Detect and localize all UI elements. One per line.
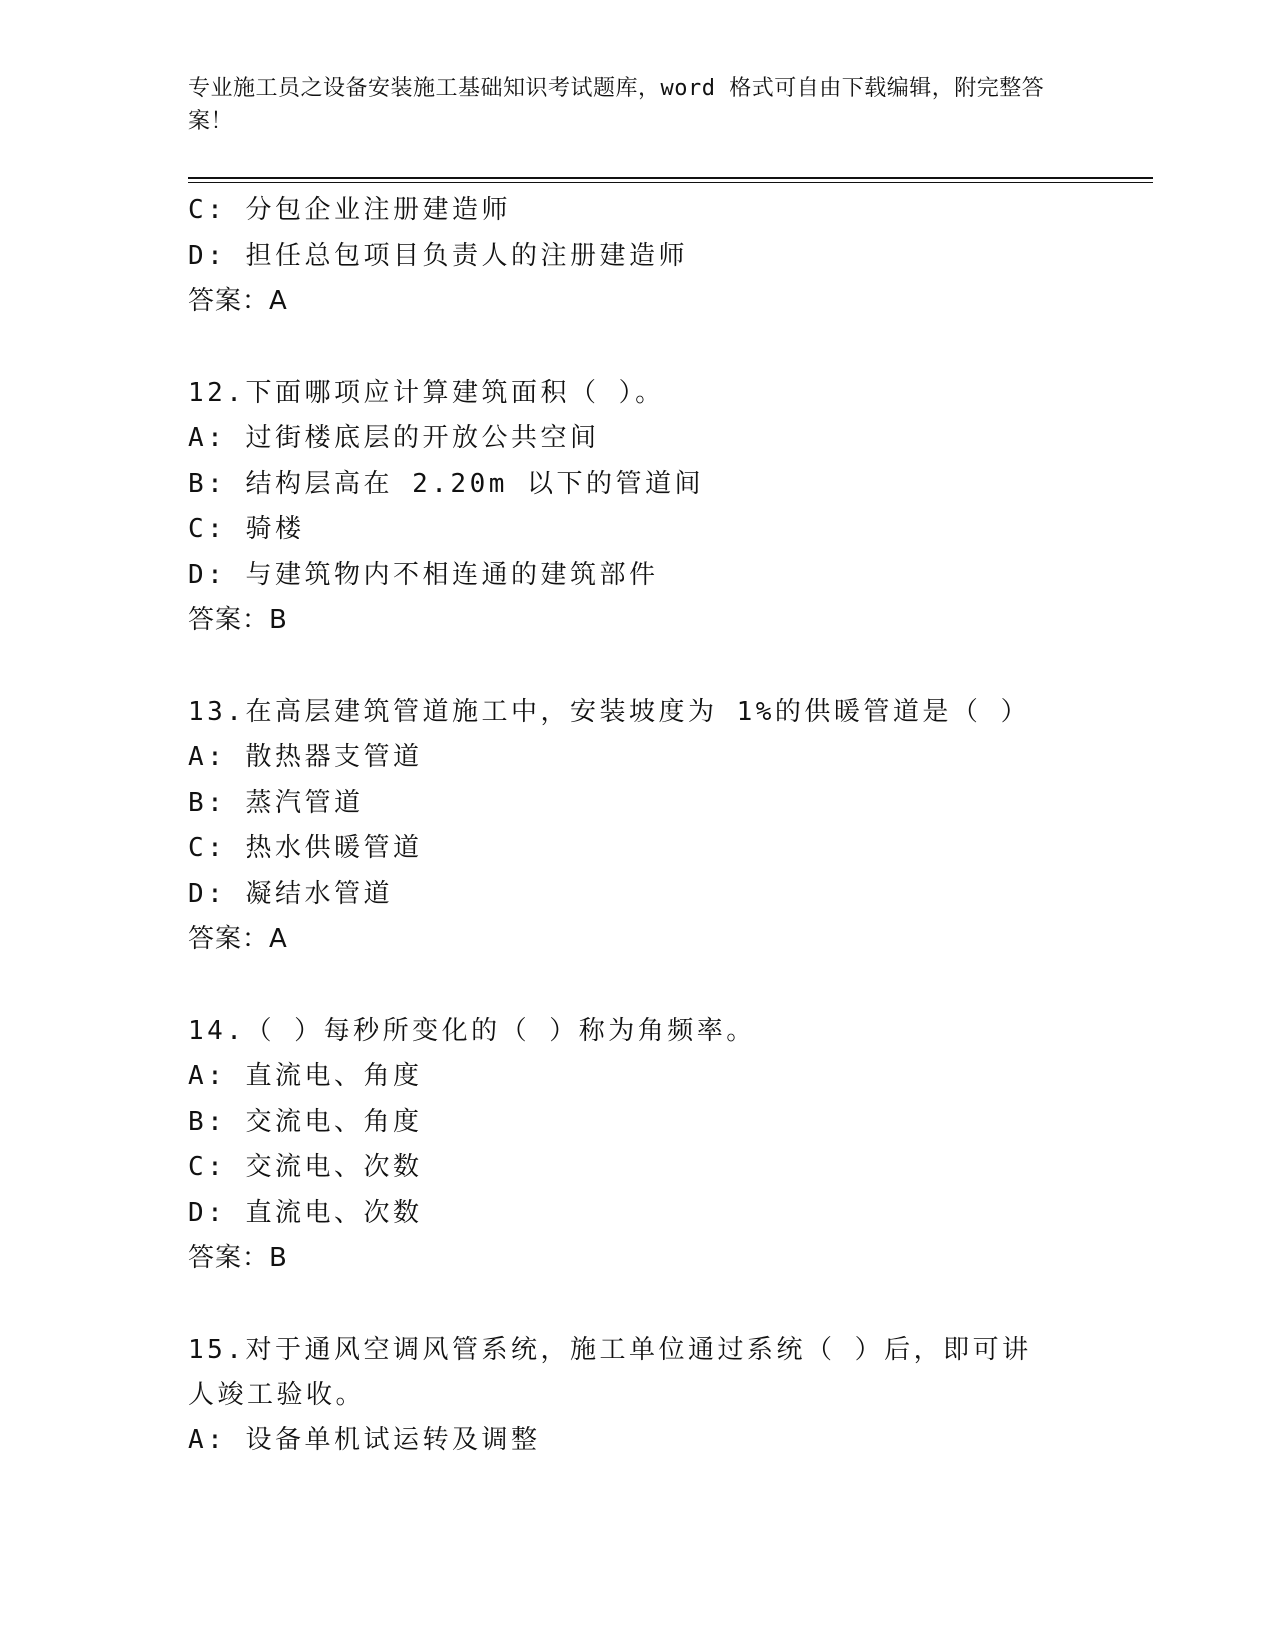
option-d: D: 担任总包项目负责人的注册建造师 [188,240,688,271]
option-a: A: 散热器支管道 [188,742,423,772]
question-stem: 13.在高层建筑管道施工中，安装坡度为 1%的供暖管道是（ ） [188,696,1031,727]
question-stem: 15.对于通风空调风管系统，施工单位通过系统（ ）后，即可讲人竣工验收。 [188,1334,1032,1410]
option-c: C: 交流电、次数 [188,1152,423,1182]
spacer [188,325,1088,371]
question-list [188,188,1088,1463]
option-b: B: 蒸汽管道 [188,787,364,818]
spacer [188,644,1088,690]
option-d: D: 直流电、次数 [188,1197,423,1228]
option-a: A: 直流电、角度 [188,1061,423,1091]
document-header: 专业施工员之设备安装施工基础知识考试题库，word 格式可自由下载编辑，附完整答案！ [188,76,1045,134]
question-block-13 [188,690,1088,963]
header-divider-thin [188,182,1153,183]
option-a: A: 过街楼底层的开放公共空间 [188,423,600,453]
option-c: C: 热水供暖管道 [188,833,423,863]
option-b: B: 交流电、角度 [188,1106,423,1137]
spacer [188,1282,1088,1328]
question-block-15 [188,1328,1088,1464]
answer-line: 答案：B [188,1243,288,1273]
question-block-14 [188,1009,1088,1282]
option-c: C: 骑楼 [188,514,305,544]
answer-line: 答案：A [188,924,288,954]
answer-line: 答案：B [188,605,288,635]
option-c: C: 分包企业注册建造师 [188,195,511,225]
option-b: B: 结构层高在 2.20m 以下的管道间 [188,468,705,499]
question-stem: 14.（ ）每秒所变化的（ ）称为角频率。 [188,1015,756,1046]
option-d: D: 凝结水管道 [188,878,393,909]
question-block-11 [188,188,1088,325]
option-d: D: 与建筑物内不相连通的建筑部件 [188,559,659,590]
answer-line: 答案：A [188,286,288,316]
question-stem: 12.下面哪项应计算建筑面积（ ）。 [188,377,665,408]
header-divider-thick [188,177,1153,179]
spacer [188,963,1088,1009]
option-a: A: 设备单机试运转及调整 [188,1424,541,1455]
question-block-12 [188,371,1088,644]
